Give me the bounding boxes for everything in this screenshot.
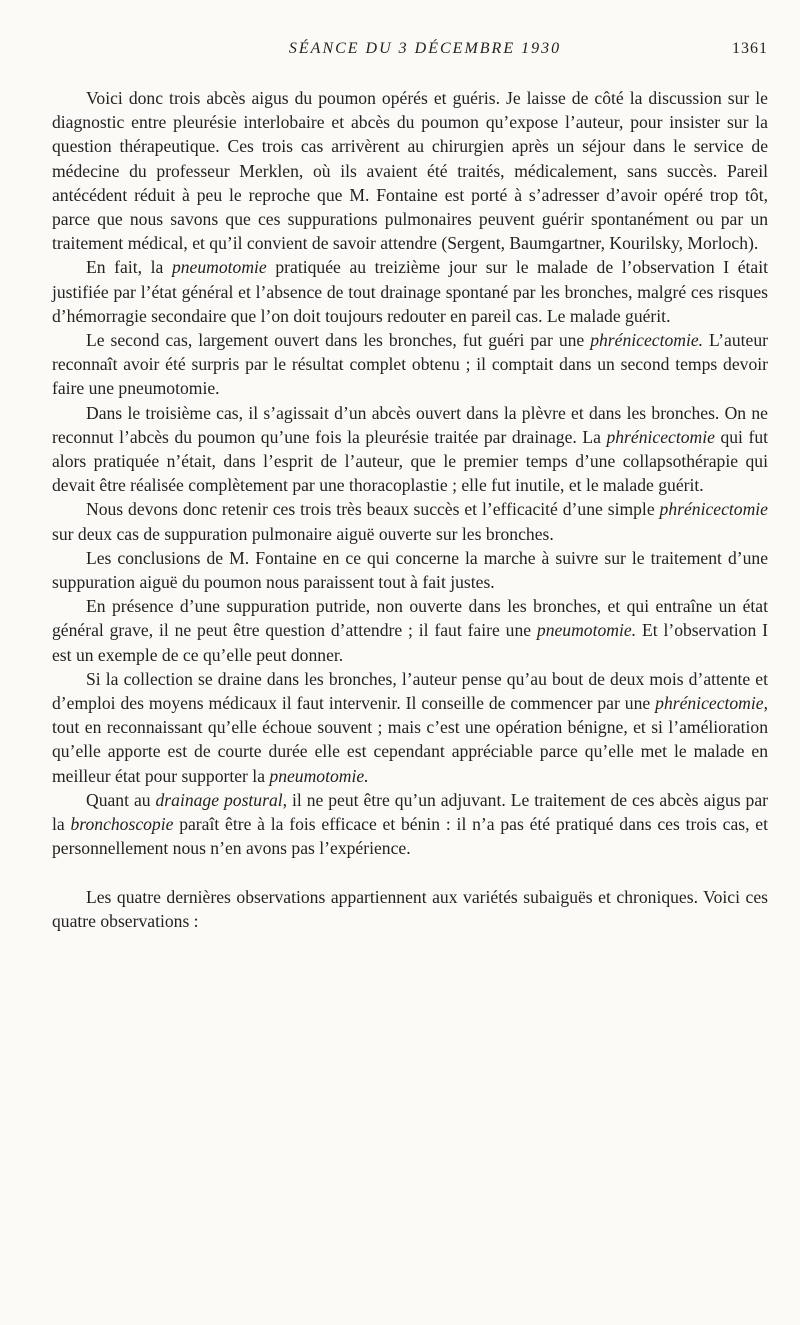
- italic-term: pneumotomie.: [269, 765, 369, 786]
- text-segment: Et l’observation I est un exemple de ce qu’elle peut donner.: [52, 620, 768, 665]
- paragraph: [52, 255, 768, 328]
- text-segment: Le second cas, largement ouvert dans les bronches, fut guéri par une: [86, 330, 591, 351]
- italic-term: drainage postural: [155, 789, 283, 810]
- text-segment: En présence d’une suppuration putride, non ouverte dans les bronches, et qui entraîne un état général grave, il ne peut être question d’attendre ; il faut faire une: [52, 596, 768, 641]
- paragraph: [52, 667, 768, 788]
- italic-term: pneumotomie: [171, 257, 267, 278]
- document-page: [52, 40, 768, 933]
- page-header: [52, 40, 768, 70]
- italic-term: phrénicectomie: [659, 499, 768, 520]
- italic-term: pneumotomie.: [536, 620, 637, 641]
- paragraph: [52, 885, 768, 933]
- text-segment: qui fut alors pratiquée n’était, dans l’esprit de l’auteur, que le premier temps d’une collapsothérapie qui devait être réalisée complètement par une thoracoplastie ; elle fut inutile, et le malade guérit.: [52, 426, 769, 496]
- paragraph: [52, 497, 768, 545]
- paragraph: [52, 594, 768, 667]
- text-segment: Nous devons donc retenir ces trois très beaux succès et l’efficacité d’une simple: [86, 499, 660, 520]
- text-segment: , tout en reconnaissant qu’elle échoue souvent ; mais c’est une opération bénigne, et si l’amélioration qu’elle apporte est de courte durée elle est cependant appréciable parce qu’elle met le malade en meilleur état pour supporter la: [52, 693, 768, 786]
- italic-term: phrénicectomie: [655, 693, 764, 714]
- text-segment: , il ne peut être qu’un adjuvant. Le traitement de ces abcès aigus par la: [52, 789, 768, 835]
- text-segment: Les quatre dernières observations appartiennent aux variétés subaiguës et chroniques. Voici ces quatre observations :: [52, 886, 768, 931]
- text-segment: Quant au: [86, 789, 156, 810]
- running-head: SÉANCE DU 3 DÉCEMBRE 1930: [288, 40, 562, 57]
- page-number: 1361: [732, 40, 768, 57]
- text-segment: En fait, la: [86, 257, 172, 278]
- paragraph: [52, 401, 768, 498]
- paragraph: [52, 86, 768, 255]
- paragraph: [52, 328, 768, 401]
- text-segment: Voici donc trois abcès aigus du poumon opérés et guéris. Je laisse de côté la discussion sur le diagnostic entre pleurésie interlobaire et abcès du poumon qu’expose l’auteur, pour insister sur la question thérapeutique. Ces trois cas arrivèrent au chirurgien après un séjour dans le service de médecine du professeur Merklen, où ils avaient été traités, médicalement, sans succès. Pareil antécédent réduit à peu le reproche que M. Fontaine est porté à s’adresser d’avoir opéré trop tôt, parce que nous savons que ces suppurations pulmonaires peuvent guérir spontanément ou par un traitement médical, et qu’il convient de savoir attendre (Sergent, Baumgartner, Kourilsky, Morloch).: [52, 88, 768, 254]
- text-segment: sur deux cas de suppuration pulmonaire aiguë ouverte sur les bronches.: [52, 523, 554, 544]
- text-segment: L’auteur reconnaît avoir été surpris par le résultat complet obtenu ; il comptait dans un second temps devoir faire une pneumotomie.: [52, 330, 768, 399]
- italic-term: bronchoscopie: [70, 814, 174, 835]
- paragraph: [52, 546, 768, 594]
- paragraph: [52, 788, 768, 861]
- italic-term: phrénicectomie.: [590, 330, 704, 351]
- text-segment: Si la collection se draine dans les bronches, l’auteur pense qu’au bout de deux mois d’attente et d’emploi des moyens médicaux il faut intervenir. Il conseille de commencer par une: [52, 668, 768, 714]
- text-segment: Les conclusions de M. Fontaine en ce qui concerne la marche à suivre sur le traitement d’une suppuration aiguë du poumon nous paraissent tout à fait justes.: [52, 547, 768, 593]
- text-segment: paraît être à la fois efficace et bénin : il n’a pas été pratiqué dans ces trois cas, et personnellement nous n’en avons pas l’expérience.: [52, 814, 768, 859]
- italic-term: phrénicectomie: [606, 426, 715, 447]
- text-segment: pratiquée au treizième jour sur le malade de l’observation I était justifiée par l’état général et l’absence de tout drainage spontané par les bronches, malgré ces risques d’hémorragie secondaire que l’on doit toujours redouter en pareil cas. Le malade guérit.: [52, 257, 768, 326]
- text-segment: Dans le troisième cas, il s’agissait d’un abcès ouvert dans la plèvre et dans les bronches. On ne reconnut l’abcès du poumon qu’une fois la pleurésie traitée par drainage. La: [52, 402, 768, 447]
- body-text: [52, 86, 768, 933]
